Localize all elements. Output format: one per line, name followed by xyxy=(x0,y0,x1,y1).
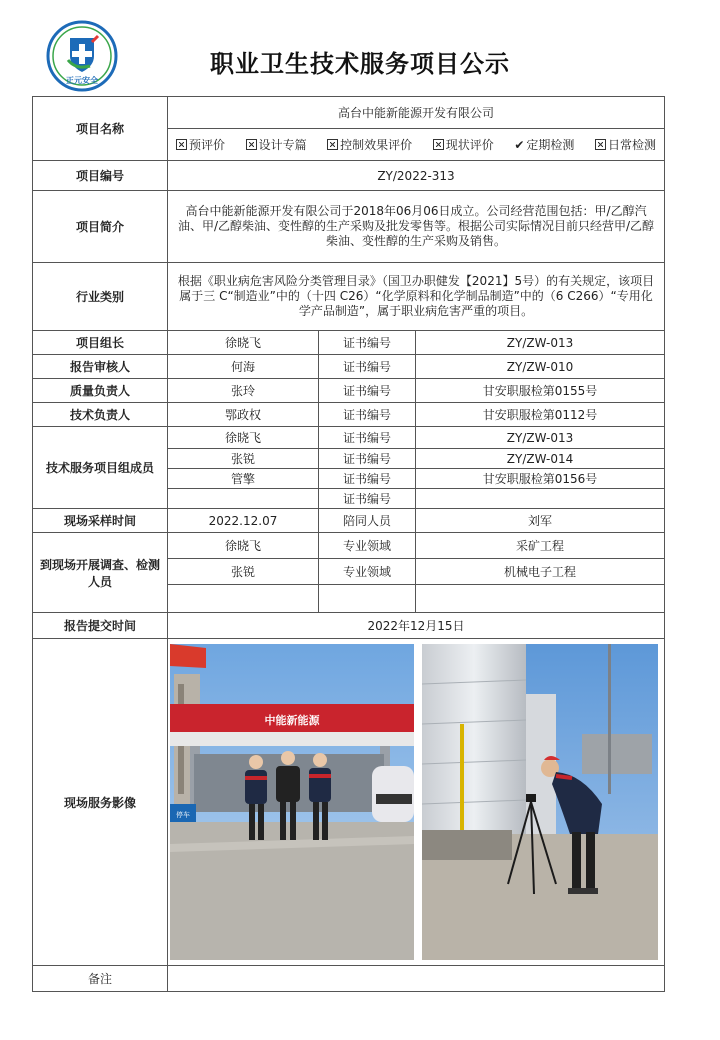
staff-name: 何海 xyxy=(168,355,319,379)
option-pre-evaluation: 预评价 xyxy=(176,136,225,153)
staff-role: 质量负责人 xyxy=(33,379,168,403)
checkmark-icon: ✔ xyxy=(514,138,525,152)
survey-person-field: 采矿工程 xyxy=(416,533,665,559)
staff-name: 张玲 xyxy=(168,379,319,403)
option-daily: 日常检测 xyxy=(595,136,656,153)
submit-label: 报告提交时间 xyxy=(33,613,168,639)
staff-cert: 甘安职服检第0112号 xyxy=(416,403,665,427)
project-number-label: 项目编号 xyxy=(33,161,168,191)
intro-text: 高台中能新能源开发有限公司于2018年06月06日成立。公司经营范围包括：甲/乙醇汽油、甲/乙醇柴油、变性醇的生产采购及批发零售等。根据公司实际情况目前只经营甲/乙醇柴油、变性醇的生产采购及销售。 xyxy=(168,191,665,263)
logo-text: 正元安全 xyxy=(66,76,98,85)
team-member-cert: 甘安职服检第0156号 xyxy=(416,469,665,489)
staff-role: 技术负责人 xyxy=(33,403,168,427)
team-member-name: 张锐 xyxy=(168,449,319,469)
checkbox-icon xyxy=(176,139,187,150)
cert-label: 证书编号 xyxy=(319,427,416,449)
page-title: 职业卫生技术服务项目公示 xyxy=(210,50,510,78)
option-periodic: ✔ 定期检测 xyxy=(514,138,575,152)
companion-name: 刘军 xyxy=(416,509,665,533)
survey-person-field xyxy=(416,585,665,613)
site-photo-group xyxy=(170,644,414,960)
staff-cert: ZY/ZW-013 xyxy=(416,331,665,355)
team-member-name: 徐晓飞 xyxy=(168,427,319,449)
team-member-cert xyxy=(416,489,665,509)
checkbox-icon xyxy=(433,139,444,150)
cert-label: 证书编号 xyxy=(319,469,416,489)
remarks-value xyxy=(168,966,665,992)
staff-name: 徐晓飞 xyxy=(168,331,319,355)
cert-label: 证书编号 xyxy=(319,379,416,403)
survey-person-field: 机械电子工程 xyxy=(416,559,665,585)
team-member-name xyxy=(168,489,319,509)
intro-label: 项目简介 xyxy=(33,191,168,263)
survey-person-name: 徐晓飞 xyxy=(168,533,319,559)
staff-role: 报告审核人 xyxy=(33,355,168,379)
companion-label: 陪同人员 xyxy=(319,509,416,533)
project-name-value: 高台中能新能源开发有限公司 xyxy=(168,97,665,129)
info-table xyxy=(32,96,665,992)
cert-label: 证书编号 xyxy=(319,489,416,509)
staff-role: 项目组长 xyxy=(33,331,168,355)
team-member-cert: ZY/ZW-013 xyxy=(416,427,665,449)
svg-text:停车: 停车 xyxy=(176,811,190,819)
team-member-cert: ZY/ZW-014 xyxy=(416,449,665,469)
checkbox-icon xyxy=(595,139,606,150)
remarks-label: 备注 xyxy=(33,966,168,992)
cert-label: 证书编号 xyxy=(319,449,416,469)
option-design: 设计专篇 xyxy=(246,136,307,153)
station-sign-text: 中能新能源 xyxy=(264,714,320,727)
option-status: 现状评价 xyxy=(433,136,494,153)
survey-label: 到现场开展调查、检测人员 xyxy=(33,533,168,613)
evaluation-type-options xyxy=(168,129,665,161)
cert-label: 证书编号 xyxy=(319,355,416,379)
submit-date: 2022年12月15日 xyxy=(168,613,665,639)
project-number-value: ZY/2022-313 xyxy=(168,161,665,191)
option-control-effect: 控制效果评价 xyxy=(327,136,412,153)
industry-text: 根据《职业病危害风险分类管理目录》（国卫办职健发【2021】5号）的有关规定，该项目属于三 C“制造业”中的（十四 C26）“化学原料和化学制品制造”中的（6 C266）“专用化学产品制造”，属于职业病危害严重的项目。 xyxy=(168,263,665,331)
team-label: 技术服务项目组成员 xyxy=(33,427,168,509)
site-photo-measurement xyxy=(422,644,658,960)
survey-person-name: 张锐 xyxy=(168,559,319,585)
survey-person-name xyxy=(168,585,319,613)
photos-label: 现场服务影像 xyxy=(33,639,168,966)
sampling-label: 现场采样时间 xyxy=(33,509,168,533)
field-label: 专业领域 xyxy=(319,559,416,585)
photos-cell xyxy=(168,639,665,966)
project-name-label: 项目名称 xyxy=(33,97,168,161)
staff-name: 鄂政权 xyxy=(168,403,319,427)
checkbox-icon xyxy=(246,139,257,150)
sampling-date: 2022.12.07 xyxy=(168,509,319,533)
cert-label: 证书编号 xyxy=(319,331,416,355)
cert-label: 证书编号 xyxy=(319,403,416,427)
team-member-name: 管擎 xyxy=(168,469,319,489)
checkbox-icon xyxy=(327,139,338,150)
staff-cert: 甘安职服检第0155号 xyxy=(416,379,665,403)
staff-cert: ZY/ZW-010 xyxy=(416,355,665,379)
survey-empty-cell xyxy=(319,585,416,613)
field-label: 专业领域 xyxy=(319,533,416,559)
industry-label: 行业类别 xyxy=(33,263,168,331)
